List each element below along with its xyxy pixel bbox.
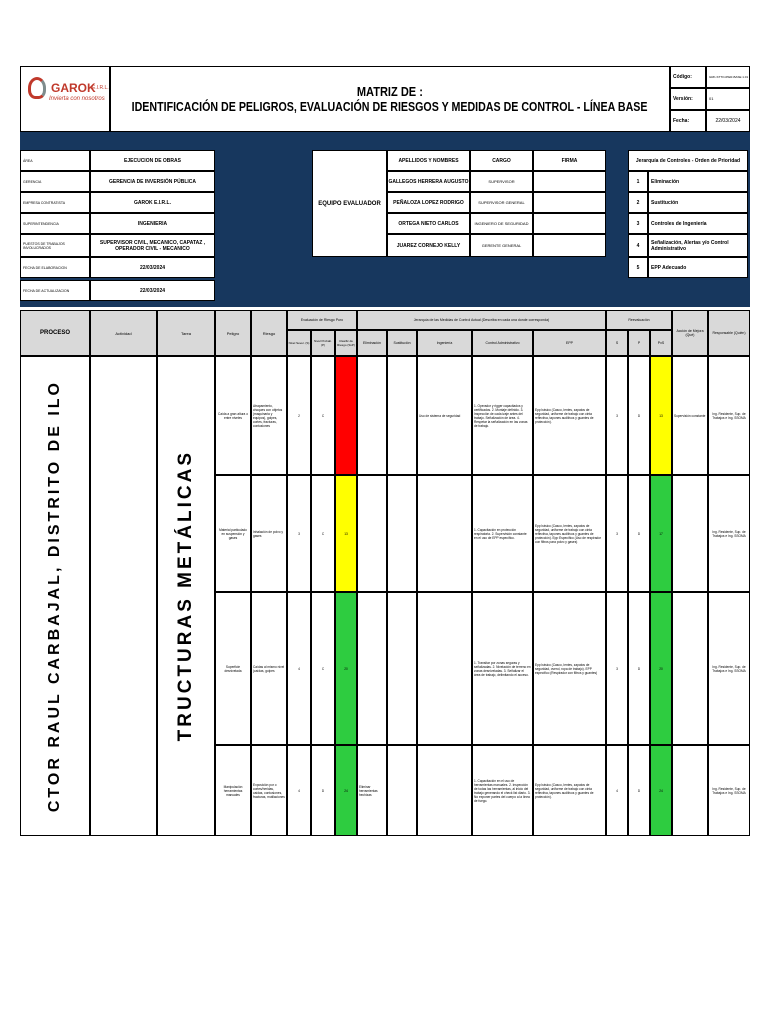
equipo-evaluador-label: EQUIPO EVALUADOR bbox=[312, 150, 387, 257]
info-label-area: ÁREA bbox=[20, 150, 90, 171]
cell-re-p: D bbox=[628, 356, 650, 475]
cell-riesgo: Atrapamiento, choques con objetos (maquinaria y equipos), golpes, cortes, fracturas, contusiones bbox=[251, 356, 287, 475]
member-cargo-2: SUPERVISOR GENERAL bbox=[470, 192, 533, 213]
jerarquia-item-1: Eliminación bbox=[648, 171, 748, 192]
cell-ingenieria bbox=[417, 475, 472, 592]
th-peligro: Peligro bbox=[215, 310, 251, 356]
version-value: 01 bbox=[706, 88, 750, 110]
cell-responsable: Ing. Residente, Sup. de Trabajos e Ing. SSOMA bbox=[708, 745, 750, 836]
cell-prob: C bbox=[311, 592, 335, 745]
cell-clasif-risk bbox=[335, 356, 357, 475]
cell-re-p: D bbox=[628, 745, 650, 836]
cell-sev: 4 bbox=[287, 745, 311, 836]
codigo-value: GRK-STTO-IPER-BASE 1.01 bbox=[706, 66, 750, 88]
info-label-gerencia: GERENCIA bbox=[20, 171, 90, 192]
cell-riesgo: Exposición por o cortes/heridas, caídas, contusiones, fracturas, mutilaciones bbox=[251, 745, 287, 836]
member-firma-2[interactable] bbox=[533, 192, 606, 213]
cell-re-p: D bbox=[628, 475, 650, 592]
cell-peligro: Superficie desnivelada bbox=[215, 592, 251, 745]
cell-sev: 2 bbox=[287, 356, 311, 475]
info-value-gerencia: GERENCIA DE INVERSIÓN PÚBLICA bbox=[90, 171, 215, 192]
cell-re-s: 3 bbox=[606, 592, 628, 745]
cell-accion bbox=[672, 745, 708, 836]
member-cargo-1: SUPERVISOR bbox=[470, 171, 533, 192]
member-firma-4[interactable] bbox=[533, 234, 606, 257]
cell-prob: D bbox=[311, 745, 335, 836]
cell-clasif-risk: 13 bbox=[335, 475, 357, 592]
page-title-line1: MATRIZ DE : bbox=[356, 84, 424, 99]
jerarquia-item-3: Controles de Ingeniería bbox=[648, 213, 748, 234]
th-nivel-prob: Nivel Probab. (P) bbox=[311, 330, 335, 356]
cell-re-pxs: 13 bbox=[650, 356, 672, 475]
cell-responsable: Ing. Residente, Sup. de Trabajos e Ing. SSOMA bbox=[708, 356, 750, 475]
cell-prob: C bbox=[311, 475, 335, 592]
info-value-puestos: SUPERVISOR CIVIL, MECANICO, CAPATAZ , OPERADOR CIVIL - MECANICO bbox=[90, 234, 215, 257]
cell-re-pxs: 20 bbox=[650, 592, 672, 745]
cell-sustitucion bbox=[387, 356, 417, 475]
cell-re-pxs: 17 bbox=[650, 475, 672, 592]
cell-responsable: Ing. Residente, Sup. de Trabajos e Ing. SSOMA bbox=[708, 592, 750, 745]
logo-mark bbox=[28, 77, 46, 99]
cell-control-adm: 1. Capacitación en el uso de herramientas manuales. 2. Inspección de todas las herramientas, al inicio del trabajo generando el check list diario. 3. No exponer partes del cuerpo a la línea de fuego. bbox=[472, 745, 533, 836]
version-label: Versión: bbox=[670, 88, 706, 110]
cell-eliminacion bbox=[357, 475, 387, 592]
th-proceso: PROCESO bbox=[20, 310, 90, 356]
th-clasif: Clasific de Riesgo (SxP) bbox=[335, 330, 357, 356]
codigo-label: Código: bbox=[670, 66, 706, 88]
member-nombre-2: PEÑALOZA LOPEZ RODRIGO bbox=[387, 192, 470, 213]
info-label-superintendencia: SUPERINTENDENCIA bbox=[20, 213, 90, 234]
jerarquia-item-2: Sustitución bbox=[648, 192, 748, 213]
th-actividad: Actividad bbox=[90, 310, 157, 356]
info-label-actualizacion: FECHA DE ACTUALIZACION bbox=[20, 280, 90, 301]
cell-peligro: Caída a gran altura o entre niveles bbox=[215, 356, 251, 475]
actividad-merged-cell bbox=[90, 356, 157, 836]
cell-prob: C bbox=[311, 356, 335, 475]
cell-ingenieria bbox=[417, 592, 472, 745]
info-value-actualizacion: 22/03/2024 bbox=[90, 280, 215, 301]
title-box bbox=[110, 66, 670, 132]
fecha-value: 22/03/2024 bbox=[706, 110, 750, 132]
th-eval-pura: Evaluación de Riesgo Puro bbox=[287, 310, 357, 330]
tarea-merged-cell bbox=[157, 356, 215, 836]
th-eliminacion: Eliminación bbox=[357, 330, 387, 356]
logo-suffix: E.I.R.L. bbox=[92, 85, 109, 91]
cell-ingenieria bbox=[417, 745, 472, 836]
info-label-puestos: PUESTOS DE TRABAJOS INVOLUCRADOS bbox=[20, 234, 90, 257]
cell-sustitucion bbox=[387, 475, 417, 592]
th-responsable: Responsable (Quién) bbox=[708, 310, 750, 356]
cell-eliminacion: Eliminar herramientas hechizas bbox=[357, 745, 387, 836]
cell-eliminacion bbox=[357, 592, 387, 745]
member-firma-3[interactable] bbox=[533, 213, 606, 234]
info-value-superintendencia: INGENIERIA bbox=[90, 213, 215, 234]
member-nombre-1: GALLEGOS HERRERA AUGUSTO bbox=[387, 171, 470, 192]
th-ingenieria: Ingeniería bbox=[417, 330, 472, 356]
jerarquia-num-5: 5 bbox=[628, 257, 648, 278]
jerarquia-num-2: 2 bbox=[628, 192, 648, 213]
cell-control-adm: 1. Operador y rigger capacitados y certificados. 2. Montaje definido. 3. Inspección de cada izaje antes del trabajo. Señalización de área. 4. Respetar la señalización en las zonas de trabajo. bbox=[472, 356, 533, 475]
info-value-elaboracion: 22/03/2024 bbox=[90, 257, 215, 278]
cell-accion: Supervisión constante bbox=[672, 356, 708, 475]
cell-re-s: 4 bbox=[606, 745, 628, 836]
info-label-empresa: EMPRESA CONTRATISTA bbox=[20, 192, 90, 213]
cell-accion bbox=[672, 592, 708, 745]
tarea-vertical-text: TRUCTURAS METÁLICAS bbox=[175, 450, 196, 742]
cell-epp: Epp básico (Casco, lentes, zapatos de seguridad, uniforme de trabajo con cinta reflectiva, tapones auditivos y guantes de protección). Epp Específico (Uso de respirador con filtros para polvo y gases) bbox=[533, 475, 606, 592]
cell-re-s: 3 bbox=[606, 475, 628, 592]
page-title-line2: IDENTIFICACIÓN DE PELIGROS, EVALUACIÓN DE RIESGOS Y MEDIDAS DE CONTROL - LÍNEA BASE bbox=[132, 99, 648, 114]
col-cargo: CARGO bbox=[470, 150, 533, 171]
cell-epp: Epp básico (Casco, lentes, zapatos de seguridad, overol, ropa de trabajo). EPP específico (Respirador con filtros y guantes) bbox=[533, 592, 606, 745]
info-label-elaboracion: FECHA DE ELABORACION bbox=[20, 257, 90, 278]
cell-sustitucion bbox=[387, 745, 417, 836]
cell-sev: 3 bbox=[287, 475, 311, 592]
logo-tagline: Invierta con nosotros bbox=[49, 96, 105, 102]
th-sustitucion: Sustitución bbox=[387, 330, 417, 356]
member-cargo-4: GERENTE GENERAL bbox=[470, 234, 533, 257]
jerarquia-item-4: Señalización, Alertas y/o Control Administrativo bbox=[648, 234, 748, 257]
cell-clasif-risk: 20 bbox=[335, 592, 357, 745]
th-reevaluacion: Reevaluación bbox=[606, 310, 672, 330]
cell-re-p: D bbox=[628, 592, 650, 745]
th-accion: Acción de Mejora (Qué) bbox=[672, 310, 708, 356]
member-cargo-3: INGENIERO DE SEGURIDAD bbox=[470, 213, 533, 234]
cell-riesgo: Inhalación de polvo y gases bbox=[251, 475, 287, 592]
cell-sustitucion bbox=[387, 592, 417, 745]
cell-riesgo: Caídas al mismo nivel (caídas, golpes bbox=[251, 592, 287, 745]
jerarquia-num-4: 4 bbox=[628, 234, 648, 257]
member-nombre-3: ORTEGA NIETO CARLOS bbox=[387, 213, 470, 234]
cell-peligro: Material particulado en suspensión y gases bbox=[215, 475, 251, 592]
cell-ingenieria: Uso de sistema de seguridad bbox=[417, 356, 472, 475]
fecha-label: Fecha: bbox=[670, 110, 706, 132]
col-firma: FIRMA bbox=[533, 150, 606, 171]
cell-sev: 4 bbox=[287, 592, 311, 745]
jerarquia-num-1: 1 bbox=[628, 171, 648, 192]
info-value-empresa: GAROK E.I.R.L. bbox=[90, 192, 215, 213]
cell-epp: Epp básico (Casco, lentes, zapatos de seguridad, uniforme de trabajo con cinta reflectiva, tapones auditivos y guantes de protección). bbox=[533, 356, 606, 475]
col-apellidos: APELLIDOS Y NOMBRES bbox=[387, 150, 470, 171]
logo-box bbox=[20, 66, 110, 132]
cell-epp: Epp básico (Casco, lentes, zapatos de seguridad, uniforme de trabajo con cinta reflectiva, tapones auditivos y guantes de protección). bbox=[533, 745, 606, 836]
cell-peligro: Manipulación herramientas manuales bbox=[215, 745, 251, 836]
th-s: S bbox=[606, 330, 628, 356]
logo-name: GAROK bbox=[51, 81, 96, 95]
cell-re-pxs: 24 bbox=[650, 745, 672, 836]
th-tarea: Tarea bbox=[157, 310, 215, 356]
cell-accion bbox=[672, 475, 708, 592]
cell-control-adm: 1. Capacitación en protección respiratoria. 2. Supervisión constante en el uso de EPP específico. bbox=[472, 475, 533, 592]
th-nivel-sev: Nivel Sever. (S) bbox=[287, 330, 311, 356]
th-epp: EPP bbox=[533, 330, 606, 356]
jerarquia-item-5: EPP Adecuado bbox=[648, 257, 748, 278]
th-jerarquia: Jerarquía de las Medidas de Control Actual (Describa en cada una donde corresponda) bbox=[357, 310, 606, 330]
cell-responsable: Ing. Residente, Sup. de Trabajos e Ing. SSOMA bbox=[708, 475, 750, 592]
cell-eliminacion bbox=[357, 356, 387, 475]
proceso-merged-cell bbox=[20, 356, 90, 836]
jerarquia-num-3: 3 bbox=[628, 213, 648, 234]
cell-control-adm: 1. Transitar por zonas seguras y señalizadas. 2. Nivelación de terreno en zonas desniveladas. 3. Señalizar el área de trabajo, delimitando el acceso. bbox=[472, 592, 533, 745]
proceso-vertical-text: CTOR RAUL CARBAJAL, DISTRITO DE ILO bbox=[46, 379, 63, 813]
member-nombre-4: JUAREZ CORNEJO KELLY bbox=[387, 234, 470, 257]
cell-re-s: 3 bbox=[606, 356, 628, 475]
th-riesgo: Riesgo bbox=[251, 310, 287, 356]
th-pxs: PxS bbox=[650, 330, 672, 356]
jerarquia-title: Jerarquía de Controles - Orden de Prioridad bbox=[628, 150, 748, 171]
cell-clasif-risk: 24 bbox=[335, 745, 357, 836]
info-value-area: EJECUCION DE OBRAS bbox=[90, 150, 215, 171]
th-control-adm: Control Administrativo bbox=[472, 330, 533, 356]
th-p: P bbox=[628, 330, 650, 356]
member-firma-1[interactable] bbox=[533, 171, 606, 192]
